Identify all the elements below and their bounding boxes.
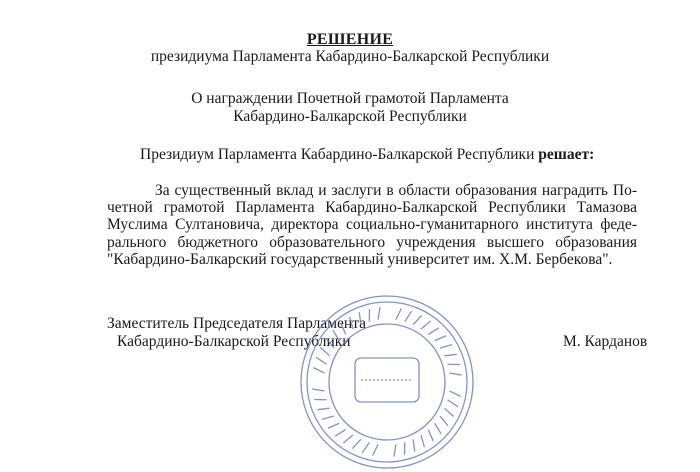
stamp-letter-mark	[405, 311, 412, 321]
stamp-letter-mark	[440, 345, 452, 348]
stamp-letter-mark	[313, 368, 324, 373]
stamp-letter-mark	[373, 444, 378, 455]
stamp-letter-mark	[317, 408, 329, 410]
document-title: РЕШЕНИЕ	[0, 31, 700, 49]
decision-subject-line-1: О награждении Почетной грамотой Парламента	[0, 90, 700, 108]
stamp-letter-mark	[435, 336, 446, 341]
seal-stamp	[297, 292, 477, 472]
stamp-letter-mark	[421, 435, 424, 447]
stamp-letter-mark	[352, 439, 360, 448]
stamp-letter-mark	[440, 416, 448, 426]
stamp-letter-mark	[362, 442, 369, 452]
stamp-letter-mark	[444, 408, 453, 416]
stamp-letter-mark	[328, 423, 339, 428]
decision-intro-text: Президиум Парламента Кабардино-Балкарской Республики	[140, 146, 534, 163]
stamp-letter-mark	[413, 439, 415, 451]
stamp-letter-mark	[428, 430, 433, 441]
decision-verb: решает:	[538, 146, 594, 163]
stamp-letter-mark	[343, 435, 353, 443]
signatory-name: М. Карданов	[563, 333, 647, 351]
stamp-letter-mark	[447, 400, 457, 407]
stamp-letter-mark	[341, 323, 346, 334]
stamp-letter-mark	[333, 330, 340, 341]
decision-subject-line-2: Кабардино-Балкарской Республики	[0, 108, 700, 126]
stamp-letter-mark	[326, 338, 334, 348]
signatory-role-line-1: Заместитель Председателя Парламента	[107, 315, 366, 333]
stamp-letter-mark	[322, 416, 334, 419]
stamp-letter-mark	[335, 430, 346, 437]
stamp-letter-mark	[350, 317, 353, 329]
stamp-middle-ring	[329, 324, 445, 440]
stamp-letter-mark	[449, 373, 461, 375]
document-subtitle: президиума Парламента Кабардино-Балкарской Республики	[0, 48, 700, 66]
stamp-letter-mark	[421, 321, 431, 329]
stamp-lettering-marks	[312, 307, 461, 456]
stamp-letter-mark	[449, 391, 460, 396]
decision-intro	[140, 146, 594, 164]
stamp-letter-mark	[444, 354, 456, 356]
stamp-inner-ring	[307, 302, 467, 462]
stamp-outer-ring	[301, 296, 473, 468]
stamp-letter-mark	[396, 308, 401, 319]
stamp-letter-mark	[435, 423, 442, 434]
stamp-letter-mark	[312, 389, 324, 391]
stamp-letter-mark	[316, 357, 326, 364]
stamp-letter-mark	[378, 307, 380, 319]
stamp-letter-mark	[413, 315, 421, 324]
stamp-letter-mark	[320, 347, 329, 355]
signatory-role-line-2: Кабардино-Балкарской Республики	[117, 333, 351, 351]
stamp-letter-mark	[428, 328, 439, 335]
stamp-letter-mark	[359, 312, 361, 324]
decision-body: За существенный вклад и заслуги в области образования наградить Почетной грамотой Парламента Кабардино-Балкарской Республики Тамазова Муслима Султановича, директора социально-гуманитарного института федерального бюджетного образовательного учреждения высшего образования "Кабардино-Балкарский государственный университет им. Х.М. Бербекова".	[107, 182, 637, 268]
